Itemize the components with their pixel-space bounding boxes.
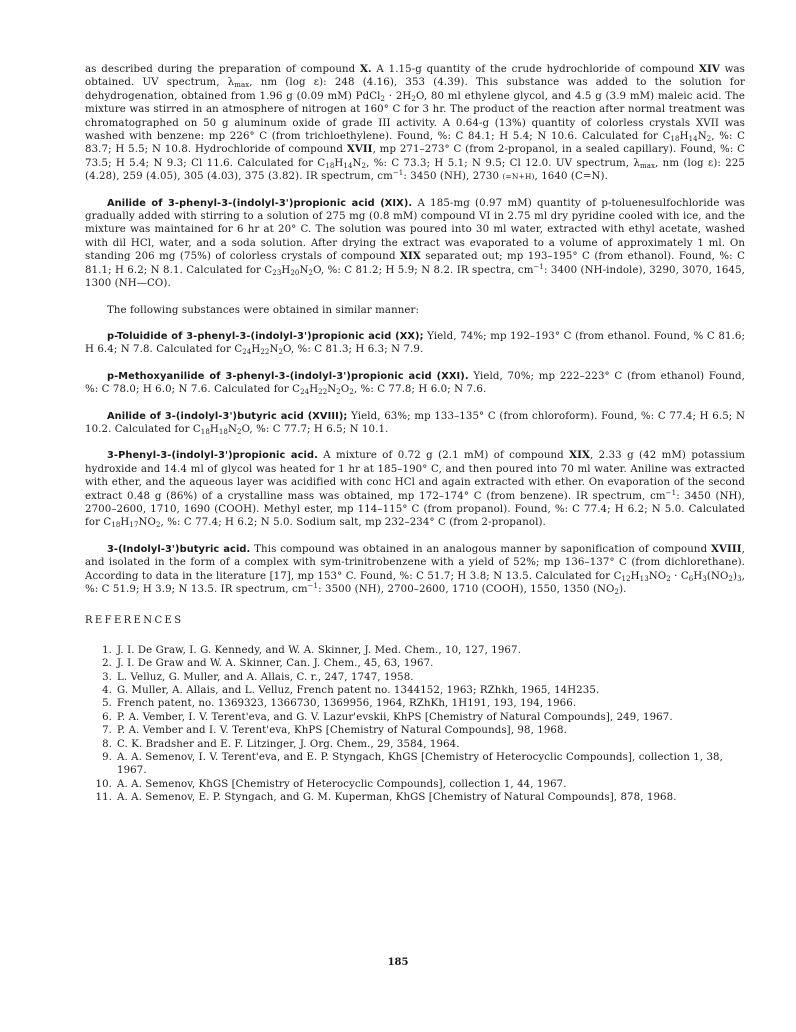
reference-item: 2. J. I. De Graw and W. A. Skinner, Can. J. Chem., 45, 63, 1967. [102,658,434,670]
section-heading: 3-(Indolyl-3')butyric acid. [107,543,251,555]
section-heading: p-Toluidide of 3-phenyl-3-(indolyl-3')propionic acid (XX); [107,330,424,342]
reference-item: 7. P. A. Vember and I. V. Terent'eva, KhPS [Chemistry of Natural Compounds], 98, 1968. [102,725,567,737]
section-heading: Anilide of 3-phenyl-3-(indolyl-3')propionic acid (XIX). [107,197,413,209]
paragraph-p-methoxyanilide-xxi: p-Methoxyanilide of 3-phenyl-3-(indolyl-3')propionic acid (XXI). Yield, 70%; mp 222–223° C (from ethanol) Found, %: C 78.0; H 6.0; N 7.6. Calculated for $C_{24}H_{22}N_2O_2$, %: C 77.8; H 6.0; N 7.6. [85,370,745,397]
paragraph-p-toluidide-xx: p-Toluidide of 3-phenyl-3-(indolyl-3')propionic acid (XX); Yield, 74%; mp 192–193° C (from ethanol. Found, % C 81.6; H 6.4; N 7.8. Calculated for $C_{24}H_{22}N_2O$, %: C 81.3; H 6.3; N 7.9. [85,330,745,357]
reference-item: 4. G. Muller, A. Allais, and L. Velluz, French patent no. 1344152, 1963; RZhkh, 1965, 14H235. [102,685,600,697]
reference-item: 10. A. A. Semenov, KhGS [Chemistry of Heterocyclic Compounds], collection 1, 44, 1967. [95,778,567,790]
section-heading: 3-Phenyl-3-(indolyl-3')propionic acid. [107,450,318,462]
paragraph-anilide-xix: Anilide of 3-phenyl-3-(indolyl-3')propionic acid (XIX). A 185-mg (0.97 mM) quantity of p-toluenesulfochloride was gradually added with stirring to a solution of 275 mg (0.8 mM) compound VI in 2.75 ml dry pyridine cooled with ice, and the mixture was maintained for 6 hr at 20° C. The solution was poured into 30 ml water, extracted with ethyl acetate, washed with dil HCl, water, and a soda solution. After drying the extract was evaporated to a volume of approximately 1 ml. On standing 206 mg (75%) of colorless crystals of compound XIX separated out; mp 193–195° C (from ethanol). Found, %: C 81.1; H 6.2; N 8.1. Calculated for $C_{23}H_{20}N_2O$, %: C 81.2; H 5.9; N 8.2. IR spectra, $cm^{-1}$: 3400 (NH-indole), 3290, 3070, 1645, 1300 (NH—CO). [85,197,746,290]
paragraph-compound-xvii: as described during the preparation of compound X. A 1.15-g quantity of the crude hydrochloride of compound XIV was obtained. UV spectrum, $\lambda_{max}$, nm (log ε): 248 (4.16), 353 (4.39). This substance was added to the solution for dehydrogenation, obtained from 1.96 g (0.09 mM) PdCl$_2$ · $2H_2O$, 80 ml ethylene glycol, and 4.5 g (3.9 mM) maleic acid. The mixture was stirred in an atmosphere of nitrogen at 160° C for 3 hr. The product of the reaction after normal treatment was chromatographed on 50 g aluminum oxide of grade III activity. A 0.64-g (13%) quantity of colorless crystals XVII was washed with benzene: mp 226° C (from trichloethylene). Found, %: C 84.1; H 5.4; N 10.6. Calculated for $C_{18}H_{14}N_2$, %: C 83.7; H 5.5; N 10.8. Hydrochloride of compound XVII, mp 271–273° C (from 2-propanol, in a sealed capillary). Found, %: C 73.5; H 5.4; N 9.3; Cl 11.6. Calculated for $C_{18}H_{14}N_2$, %: C 73.3; H 5.1; N 9.5; Cl 12.0. UV spectrum, $\lambda_{max}$, nm (log ε): 225 (4.28), 259 (4.05), 305 (4.03), 375 (3.82). IR spectrum, $cm^{-1}$: 3450 (NH), 2730 (=N+H), 1640 (C=N). [85,63,745,183]
paragraph-anilide-xviii: Anilide of 3-(indolyl-3')butyric acid (XVIII); Yield, 63%; mp 133–135° C (from chloroform). Found, %: C 77.4; H 6.5; N 10.2. Calculated for $C_{18}H_{18}N_2O$, %: C 77.7; H 6.5; N 10.1. [85,410,745,436]
reference-item: 1. J. I. De Graw, I. G. Kennedy, and W. A. Skinner, J. Med. Chem., 10, 127, 1967. [102,644,521,656]
section-heading: Anilide of 3-(indolyl-3')butyric acid (XVIII); [107,410,348,422]
page-body [85,63,745,805]
reference-item: 9. A. A. Semenov, I. V. Terent'eva, and E. P. Styngach, KhGS [Chemistry of Heterocyclic Compounds], collection 1, 38, 1967. [102,752,723,777]
reference-item: 6. P. A. Vember, I. V. Terent'eva, and G. V. Lazur'evskii, KhPS [Chemistry of Natural Compounds], 249, 1967. [102,711,673,723]
references-list [85,644,745,805]
page-number: 185 [387,957,409,968]
reference-item: 8. C. K. Bradsher and E. F. Litzinger, J. Org. Chem., 29, 3584, 1964. [102,738,460,750]
reference-item: 5. French patent, no. 1369323, 1366730, 1369956, 1964, RZhKh, 1H191, 193, 194, 1966. [102,698,577,710]
reference-item: 3. L. Velluz, G. Muller, and A. Allais, C. r., 247, 1747, 1958. [102,671,414,683]
paragraph-phenyl-indolyl-propionic-acid: 3-Phenyl-3-(indolyl-3')propionic acid. A mixture of 0.72 g (2.1 mM) of compound XIX, 2.33 g (42 mM) potassium hydroxide and 14.4 ml of glycol was heated for 1 hr at 185–190° C, and then poured into 70 ml water. Aniline was extracted with ether, and the aqueous layer was acidified with conc HCl and again extracted with ether. On evaporation of the second extract 0.48 g (86%) of a crystalline mass was obtained, mp 172–174° C (from benzene). IR spectrum, $cm^{-1}$: 3450 (NH), 2700–2600, 1710, 1690 (COOH). Methyl ester, mp 114–115° C (from propanol). Found, %: C 77.4; H 6.2; N 5.0. Calculated for $C_{18}H_{17}NO_2$, %: C 77.4; H 6.2; N 5.0. Sodium salt, mp 232–234° C (from 2-propanol). [85,449,745,530]
section-heading: p-Methoxyanilide of 3-phenyl-3-(indolyl-3')propionic acid (XXI). [107,370,469,382]
reference-item: 11. A. A. Semenov, E. P. Styngach, and G. M. Kuperman, KhGS [Chemistry of Natural Compounds], 878, 1968. [95,792,677,804]
paragraph-indolyl-butyric-acid: 3-(Indolyl-3')butyric acid. This compound was obtained in an analogous manner by saponification of compound XVIII, and isolated in the form of a complex with sym-trinitrobenzene with a yield of 52%; mp 136–137° C (from dichlorethane). According to data in the literature [17], mp 153° C. Found, %: C 51.7; H 3.8; N 13.5. Calculated for $C_{12}H_{13}NO_2 \cdot C_6H_3(NO_2)_3$, %: C 51.9; H 3.9; N 13.5. IR spectrum, $cm^{-1}$: 3500 (NH), 2700–2600, 1710 (COOH), 1550, 1350 $(NO_2)$. [85,542,745,596]
references-heading: REFERENCES [85,615,184,627]
paragraph-similar-manner: The following substances were obtained in similar manner: [107,304,420,316]
